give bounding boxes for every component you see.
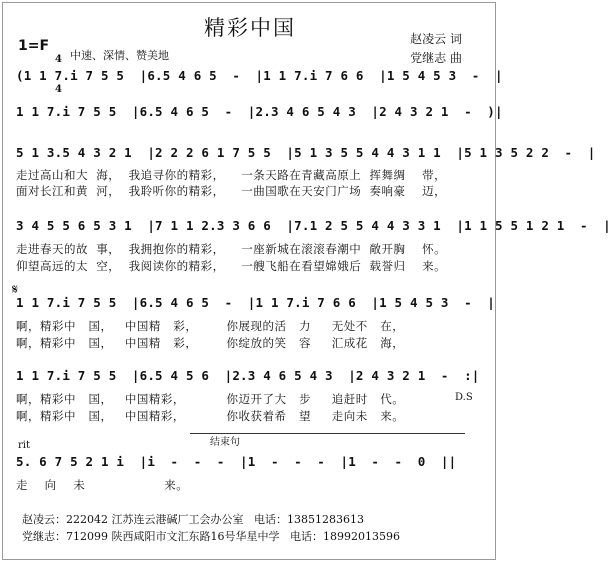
rit-marking: rit: [18, 440, 30, 451]
melody-line-5: 1 1 7.i 7 5 5 |6.5 4 6 5 - |1 1 7.i 7 6 6 |1 5 4 5 3 - |: [16, 295, 495, 310]
tempo-marking: 中速、深情、赞美地: [70, 49, 169, 62]
lyric-line-2: 面对长江和黄 河， 我聆听你的精彩， 一曲国歌在天安门广场 奏响豪 迈，: [16, 184, 447, 198]
melody-line-7: 5. 6 7 5 2 1 i |i - - - |1 - - - |1 - - 0 ||: [16, 454, 457, 469]
ds-marking: D.S: [455, 392, 473, 403]
ending-label: 结束句: [210, 437, 240, 448]
melody-line-1: (1 1 7.i 7 5 5 |6.5 4 6 5 - |1 1 7.i 7 6 6 |1 5 4 5 3 - |: [16, 68, 503, 83]
key-signature: 1=F: [18, 38, 50, 54]
lyric-line-4: 仰望高远的太 空， 我阅读你的精彩， 一艘飞船在看望嫦娥后 载誉归 来。: [16, 259, 447, 273]
melody-line-6: 1 1 7.i 7 5 5 |6.5 4 5 6 |2.3 4 6 5 4 3 |2 4 3 2 1 - :|: [16, 368, 480, 383]
lyric-line-1: 走过高山和大 海， 我追寻你的精彩， 一条天路在青藏高原上 挥舞绸 带，: [16, 168, 447, 182]
melody-line-4: 3 4 5 5 6 5 3 1 |7 1 1 2.3 3 6 6 |7.1 2 5 5 4 4 3 3 1 |1 1 5 5 1 2 1 - |: [16, 218, 611, 233]
lyric-line-3: 走进春天的故 事， 我拥抱你的精彩， 一座新城在滚滚春潮中 敞开胸 怀。: [16, 242, 447, 256]
lyricist-credit: 赵凌云 词: [410, 32, 462, 46]
contact-composer: 党继志：712099 陕西咸阳市文汇东路16号华星中学 电话：18992013596: [22, 530, 400, 543]
time-signature-top: 4: [55, 54, 62, 65]
lyric-line-9: 走 向 未 来。: [16, 478, 189, 492]
composer-credit: 党继志 曲: [410, 51, 462, 65]
lyric-line-7: 啊，精彩中 国， 中国精彩， 你迈开了大 步 追赶时 代。: [16, 392, 405, 406]
lyric-line-8: 啊，精彩中 国， 中国精彩， 你收获着希 望 走向未 来。: [16, 409, 405, 423]
time-signature-bottom: 4: [55, 84, 62, 95]
song-title: 精彩中国: [204, 16, 296, 40]
melody-line-2: 1 1 7.i 7 5 5 |6.5 4 6 5 - |2.3 4 6 5 4 3 |2 4 3 2 1 - )|: [16, 104, 503, 119]
contact-lyricist: 赵凌云：222042 江苏连云港碱厂工会办公室 电话：13851283613: [22, 513, 364, 526]
lyric-line-6: 啊，精彩中 国， 中国精 彩， 你绽放的笑 容 汇成花 海，: [16, 336, 405, 350]
lyric-line-5: 啊，精彩中 国， 中国精 彩， 你展现的活 力 无处不 在，: [16, 319, 405, 333]
segno-sign: 𝄋: [12, 282, 19, 298]
melody-line-3: 5 1 3.5 4 3 2 1 |2 2 2 6 1 7 5 5 |5 1 3 5 5 4 4 3 1 1 |5 1 3 5 2 2 - |: [16, 145, 596, 160]
